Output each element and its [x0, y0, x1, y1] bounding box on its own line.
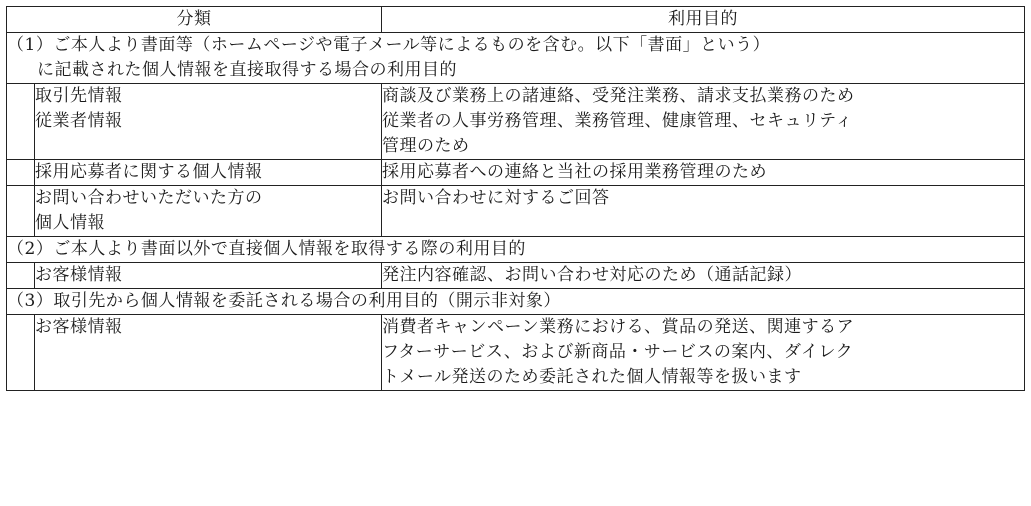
purpose-line: 採用応募者への連絡と当社の採用業務管理のため: [382, 162, 767, 182]
indent-gutter: [7, 84, 35, 160]
category-line: 取引先情報: [35, 86, 123, 106]
table-row: [7, 315, 1025, 391]
purpose-cell: [382, 186, 1025, 237]
category-line: 従業者情報: [35, 111, 123, 131]
section-heading: [7, 289, 1025, 315]
table-row: [7, 186, 1025, 237]
section-heading: [7, 33, 1025, 84]
category-cell: [35, 186, 382, 237]
section-heading-line: に記載された個人情報を直接取得する場合の利用目的: [37, 60, 457, 80]
category-line: [35, 340, 381, 365]
purpose-line: お問い合わせに対するご回答: [382, 188, 610, 208]
purpose-cell: [382, 160, 1025, 186]
purpose-line: 商談及び業務上の諸連絡、受発注業務、請求支払業務のため: [382, 86, 855, 106]
category-cell: [35, 160, 382, 186]
category-line: [35, 134, 381, 159]
purpose-table: [6, 6, 1025, 391]
section-heading-line: （3）取引先から個人情報を委託される場合の利用目的（開示非対象）: [7, 291, 561, 311]
purpose-cell: [382, 315, 1025, 391]
table-row: [7, 160, 1025, 186]
purpose-line: 発注内容確認、お問い合わせ対応のため（通話記録）: [382, 265, 802, 285]
purpose-cell: [382, 84, 1025, 160]
category-line: [35, 365, 381, 390]
purpose-cell: [382, 263, 1025, 289]
indent-gutter: [7, 263, 35, 289]
header-row: [7, 7, 1025, 33]
section-heading-row: [7, 237, 1025, 263]
indent-gutter: [7, 160, 35, 186]
category-cell: [35, 263, 382, 289]
section-heading-row: [7, 289, 1025, 315]
purpose-line: 従業者の人事労務管理、業務管理、健康管理、セキュリティ: [382, 111, 853, 131]
section-heading-line: （1）ご本人より書面等（ホームページや電子メール等によるものを含む。以下「書面」という）: [7, 35, 771, 55]
privacy-purpose-document: [6, 6, 1024, 498]
purpose-line: [382, 211, 1024, 236]
category-line: お客様情報: [35, 265, 123, 285]
purpose-line: 消費者キャンペーン業務における、賞品の発送、関連するア: [382, 317, 855, 337]
purpose-line: フターサービス、および新商品・サービスの案内、ダイレク: [382, 342, 854, 362]
section-heading: [7, 237, 1025, 263]
header-purpose: 利用目的: [382, 7, 1025, 33]
category-line: お客様情報: [35, 317, 123, 337]
indent-gutter: [7, 186, 35, 237]
category-cell: [35, 315, 382, 391]
category-cell: [35, 84, 382, 160]
header-category: 分類: [7, 7, 382, 33]
section-heading-line: （2）ご本人より書面以外で直接個人情報を取得する際の利用目的: [7, 239, 526, 259]
indent-gutter: [7, 315, 35, 391]
table-row: [7, 263, 1025, 289]
purpose-line: トメール発送のため委託された個人情報等を扱います: [382, 367, 802, 387]
table-row: [7, 84, 1025, 160]
section-heading-row: [7, 33, 1025, 84]
category-line: 個人情報: [35, 213, 105, 233]
purpose-line: 管理のため: [382, 136, 470, 156]
category-line: お問い合わせいただいた方の: [35, 188, 263, 208]
category-line: 採用応募者に関する個人情報: [35, 162, 263, 182]
